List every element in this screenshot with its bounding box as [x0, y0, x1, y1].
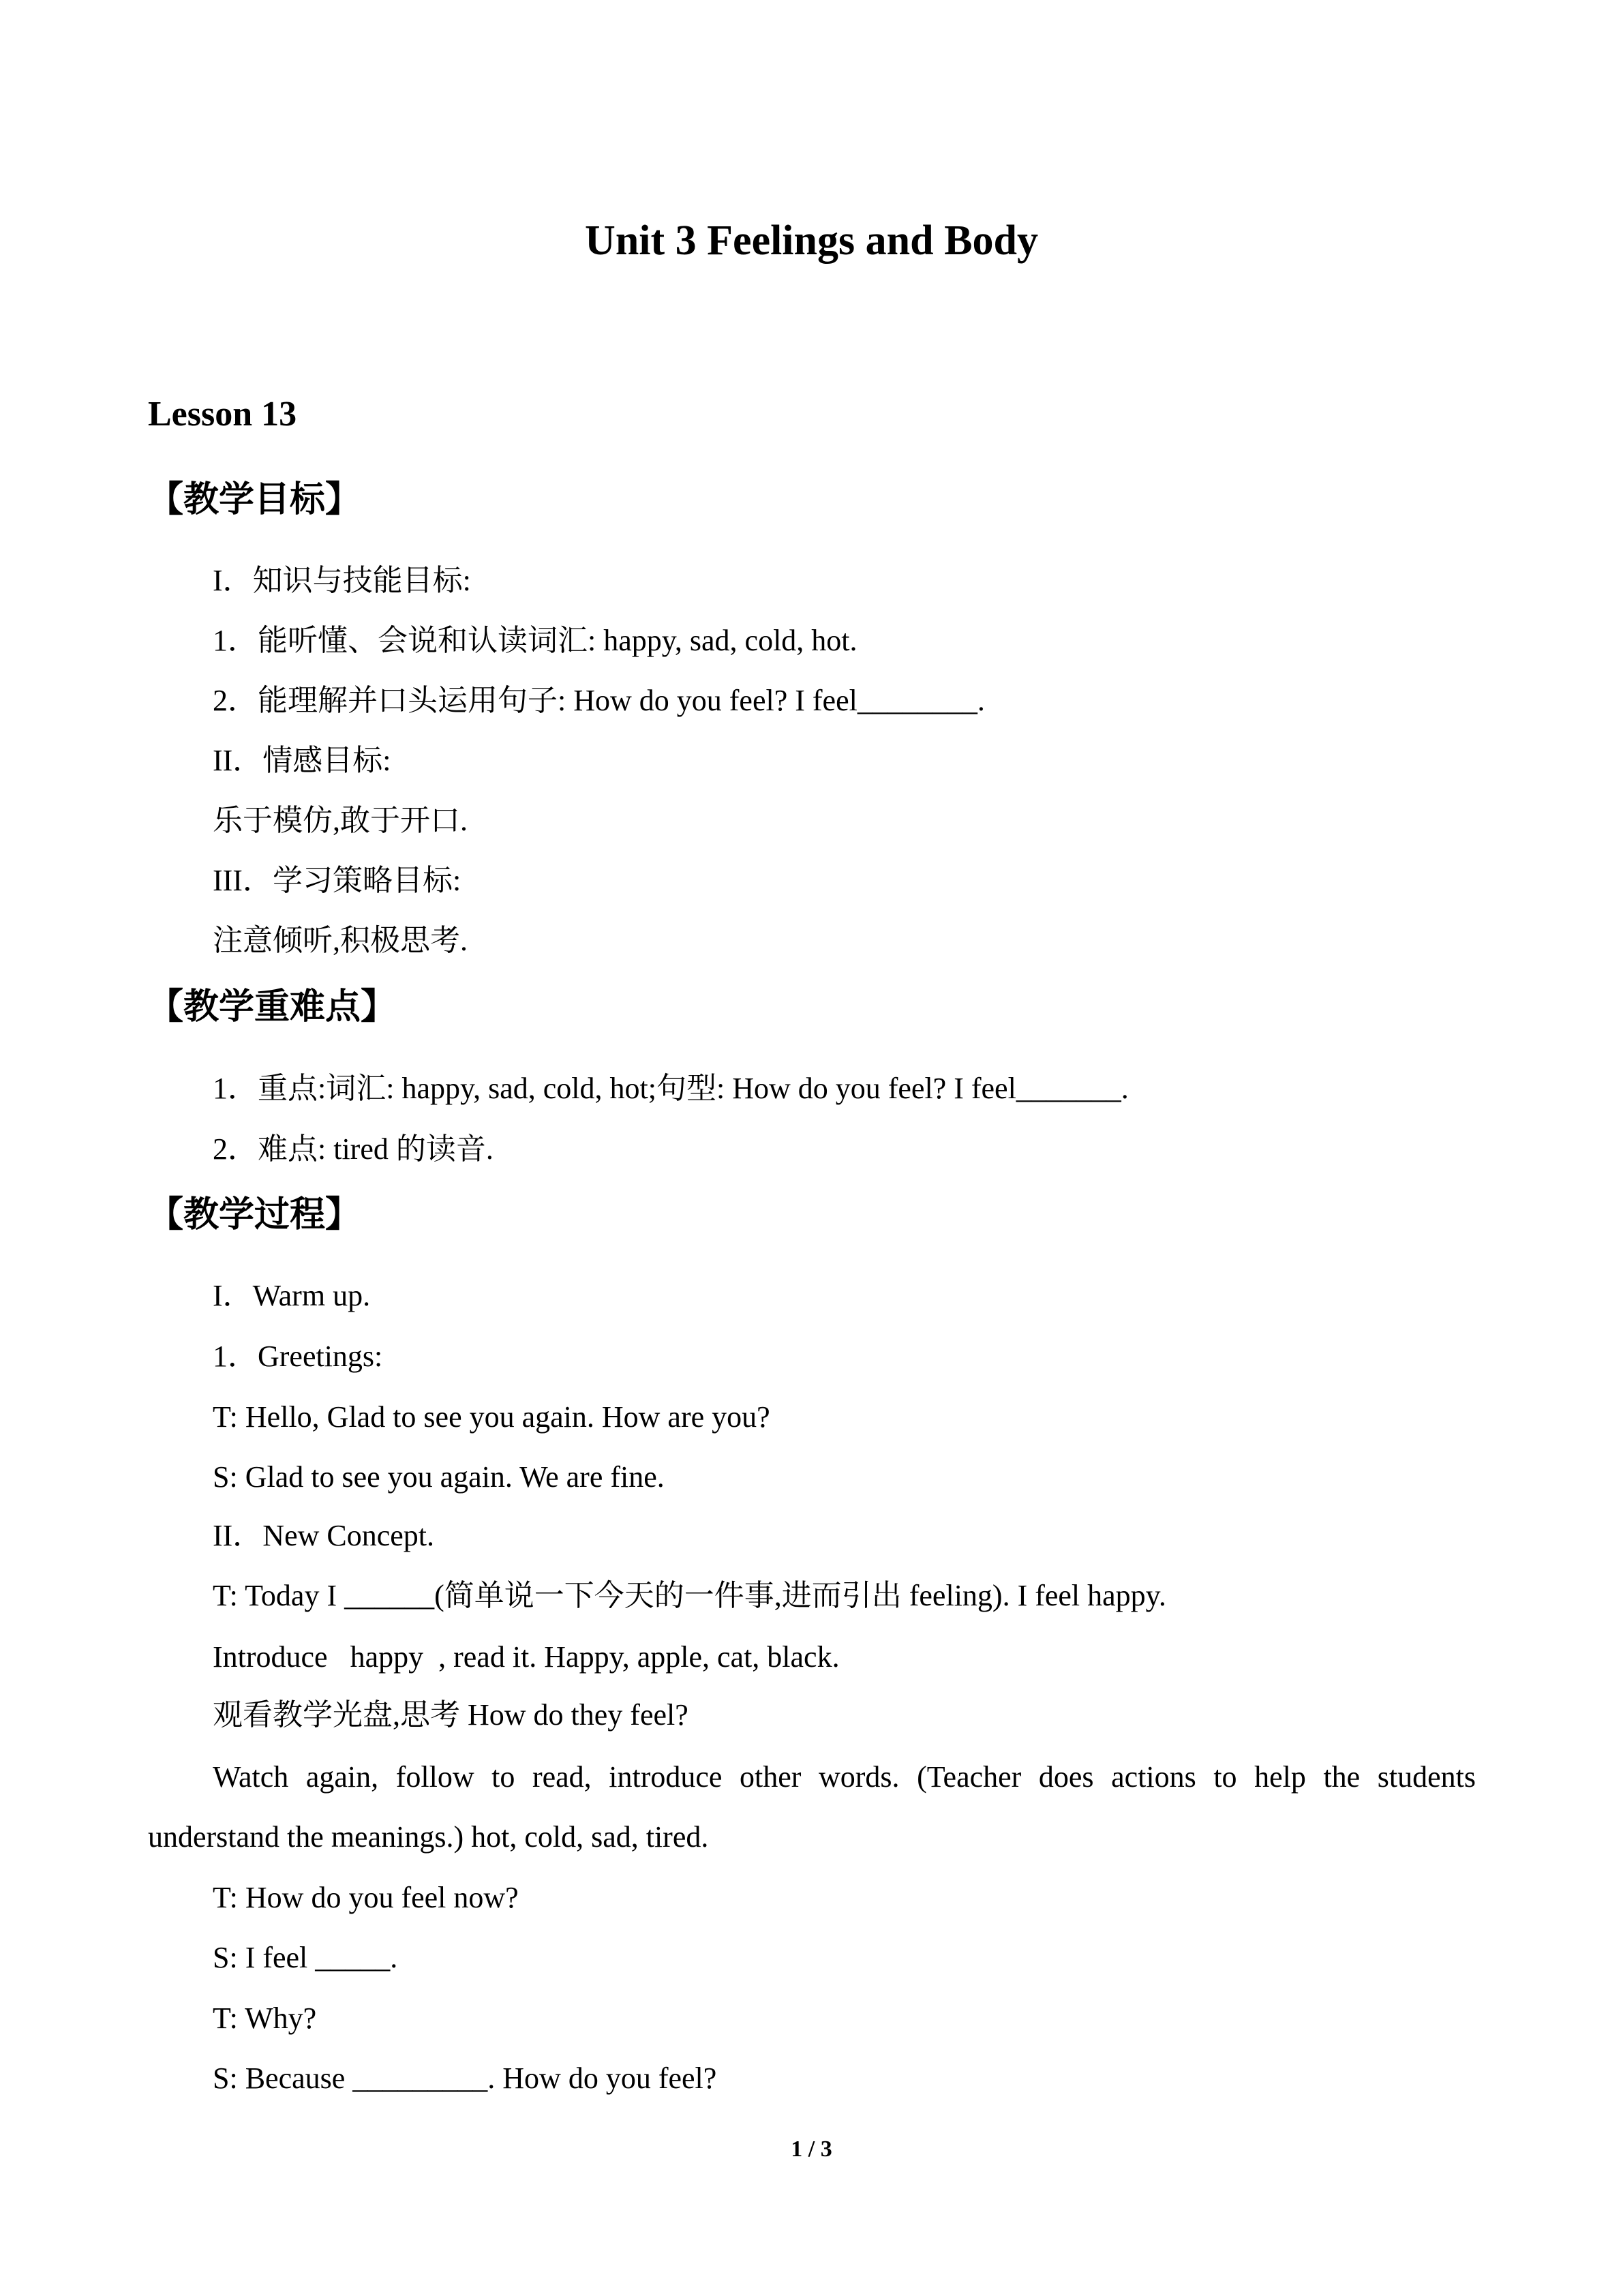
- process-paragraph: Watch again, follow to read, introduce other words. (Teacher does actions to help the students understand the meanings.) hot, cold, sad, tired.: [148, 1760, 1476, 1854]
- objective-line: 乐于模仿,敢于开口.: [213, 804, 468, 837]
- process-line: T: Today I ______(简单说一下今天的一件事,进而引出 feeling). I feel happy.: [213, 1579, 1166, 1612]
- page-title: Unit 3 Feelings and Body: [585, 217, 1038, 264]
- objective-line: 1．能听懂、会说和认读词汇: happy, sad, cold, hot.: [213, 624, 858, 657]
- process-line: II．New Concept.: [213, 1519, 435, 1552]
- page-number: 1 / 3: [791, 2136, 832, 2162]
- process-line: 1．Greetings:: [213, 1340, 383, 1373]
- section-heading-key-points: 【教学重难点】: [148, 986, 397, 1027]
- key-point-line: 1．重点:词汇: happy, sad, cold, hot;句型: How do you feel? I feel_______.: [213, 1072, 1129, 1105]
- process-line: 观看教学光盘,思考 How do they feel?: [213, 1698, 688, 1732]
- section-heading-objectives: 【教学目标】: [148, 479, 361, 520]
- process-line: T: Why?: [213, 2002, 317, 2035]
- lesson-heading: Lesson 13: [148, 395, 297, 434]
- objective-line: II．情感目标:: [213, 744, 391, 777]
- key-point-line: 2．难点: tired 的读音.: [213, 1132, 494, 1166]
- objective-line: 2．能理解并口头运用句子: How do you feel? I feel________.: [213, 684, 985, 717]
- process-line: S: Because _________. How do you feel?: [213, 2061, 717, 2095]
- process-line: S: I feel _____.: [213, 1941, 398, 1974]
- process-line: Introduce happy , read it. Happy, apple, cat, black.: [213, 1640, 840, 1674]
- process-line: I．Warm up.: [213, 1279, 371, 1312]
- process-line: T: Hello, Glad to see you again. How are you?: [213, 1400, 770, 1434]
- objective-line: 注意倾听,积极思考.: [213, 924, 468, 957]
- objective-line: III．学习策略目标:: [213, 864, 461, 897]
- process-line: S: Glad to see you again. We are fine.: [213, 1460, 665, 1494]
- process-line: T: How do you feel now?: [213, 1881, 519, 1914]
- section-heading-process: 【教学过程】: [148, 1194, 361, 1235]
- objective-line: I．知识与技能目标:: [213, 564, 471, 597]
